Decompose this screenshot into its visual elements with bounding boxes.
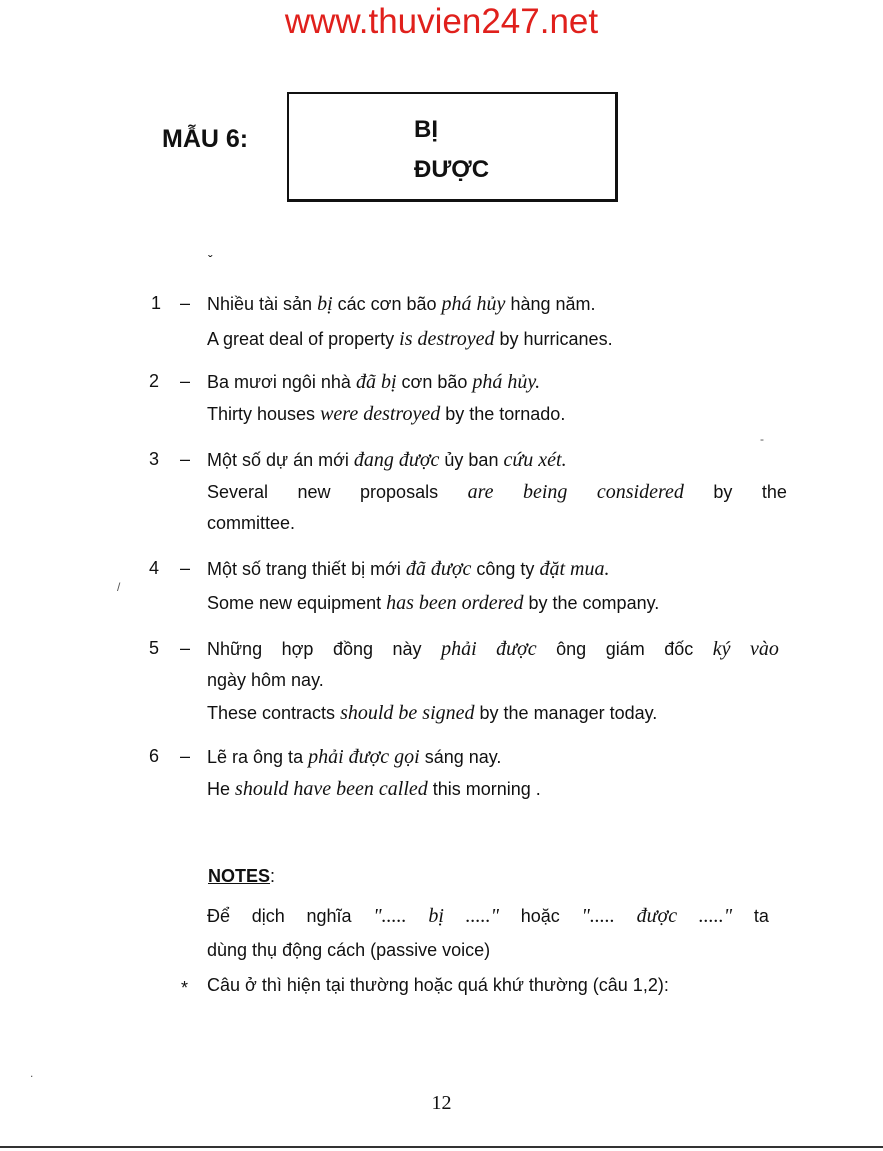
example-5-vietnamese: Những hợp đồng này phải được ông giám đốc ký vào bbox=[207, 638, 779, 660]
example-5-english: These contracts should be signed by the manager today. bbox=[207, 702, 658, 724]
pattern-word-duoc: ĐƯỢC bbox=[414, 156, 490, 183]
example-3-english-continued: committee. bbox=[207, 513, 296, 533]
example-5-vietnamese-continued: ngày hôm nay. bbox=[207, 670, 324, 690]
stray-mark: . bbox=[30, 1066, 34, 1080]
example-2-vietnamese: Ba mươi ngôi nhà đã bị cơn bão phá hủy. bbox=[207, 371, 541, 393]
pattern-word-bi: BỊ bbox=[414, 116, 438, 143]
notes-heading: NOTES: bbox=[208, 866, 276, 886]
example-number: 1 bbox=[151, 293, 162, 313]
notes-paragraph-2: dùng thụ động cách (passive voice) bbox=[207, 940, 491, 960]
stray-mark: ˇ bbox=[208, 252, 213, 268]
example-number: 2 bbox=[149, 371, 160, 391]
example-6-english: He should have been called this morning . bbox=[207, 778, 541, 800]
example-dash: – bbox=[180, 371, 191, 391]
example-6-vietnamese: Lẽ ra ông ta phải được gọi sáng nay. bbox=[207, 746, 502, 768]
example-number: 6 bbox=[149, 746, 160, 766]
notes-bullet-text: Câu ở thì hiện tại thường hoặc quá khứ thường (câu 1,2): bbox=[207, 975, 669, 995]
pattern-title-box bbox=[287, 92, 618, 202]
page-number: 12 bbox=[431, 1092, 452, 1114]
notes-paragraph-1: Để dịch nghĩa "..... bị ....." hoặc "..... được ....." ta bbox=[207, 905, 769, 927]
example-2-english: Thirty houses were destroyed by the tornado. bbox=[207, 403, 566, 425]
stray-mark: - bbox=[760, 432, 764, 446]
example-number: 4 bbox=[149, 558, 160, 578]
pattern-label: MẪU 6: bbox=[162, 125, 249, 153]
example-dash: – bbox=[180, 558, 191, 578]
example-dash: – bbox=[180, 746, 191, 766]
bullet-asterisk: * bbox=[181, 978, 189, 998]
example-4-vietnamese: Một số trang thiết bị mới đã được công ty đặt mua. bbox=[207, 558, 610, 580]
example-number: 3 bbox=[149, 449, 160, 469]
example-number: 5 bbox=[149, 638, 160, 658]
example-3-vietnamese: Một số dự án mới đang được ủy ban cứu xét. bbox=[207, 449, 567, 471]
example-1-vietnamese: Nhiều tài sản bị các cơn bão phá hủy hàng năm. bbox=[207, 293, 596, 315]
example-dash: – bbox=[180, 638, 191, 658]
stray-mark: / bbox=[117, 580, 121, 594]
example-dash: – bbox=[180, 293, 191, 313]
example-1-english: A great deal of property is destroyed by hurricanes. bbox=[207, 328, 613, 350]
example-3-english: Several new proposals are being considered by the bbox=[207, 481, 787, 503]
example-dash: – bbox=[180, 449, 191, 469]
bottom-rule bbox=[0, 1146, 883, 1148]
example-4-english: Some new equipment has been ordered by the company. bbox=[207, 592, 660, 614]
watermark-url: www.thuvien247.net bbox=[284, 2, 599, 41]
